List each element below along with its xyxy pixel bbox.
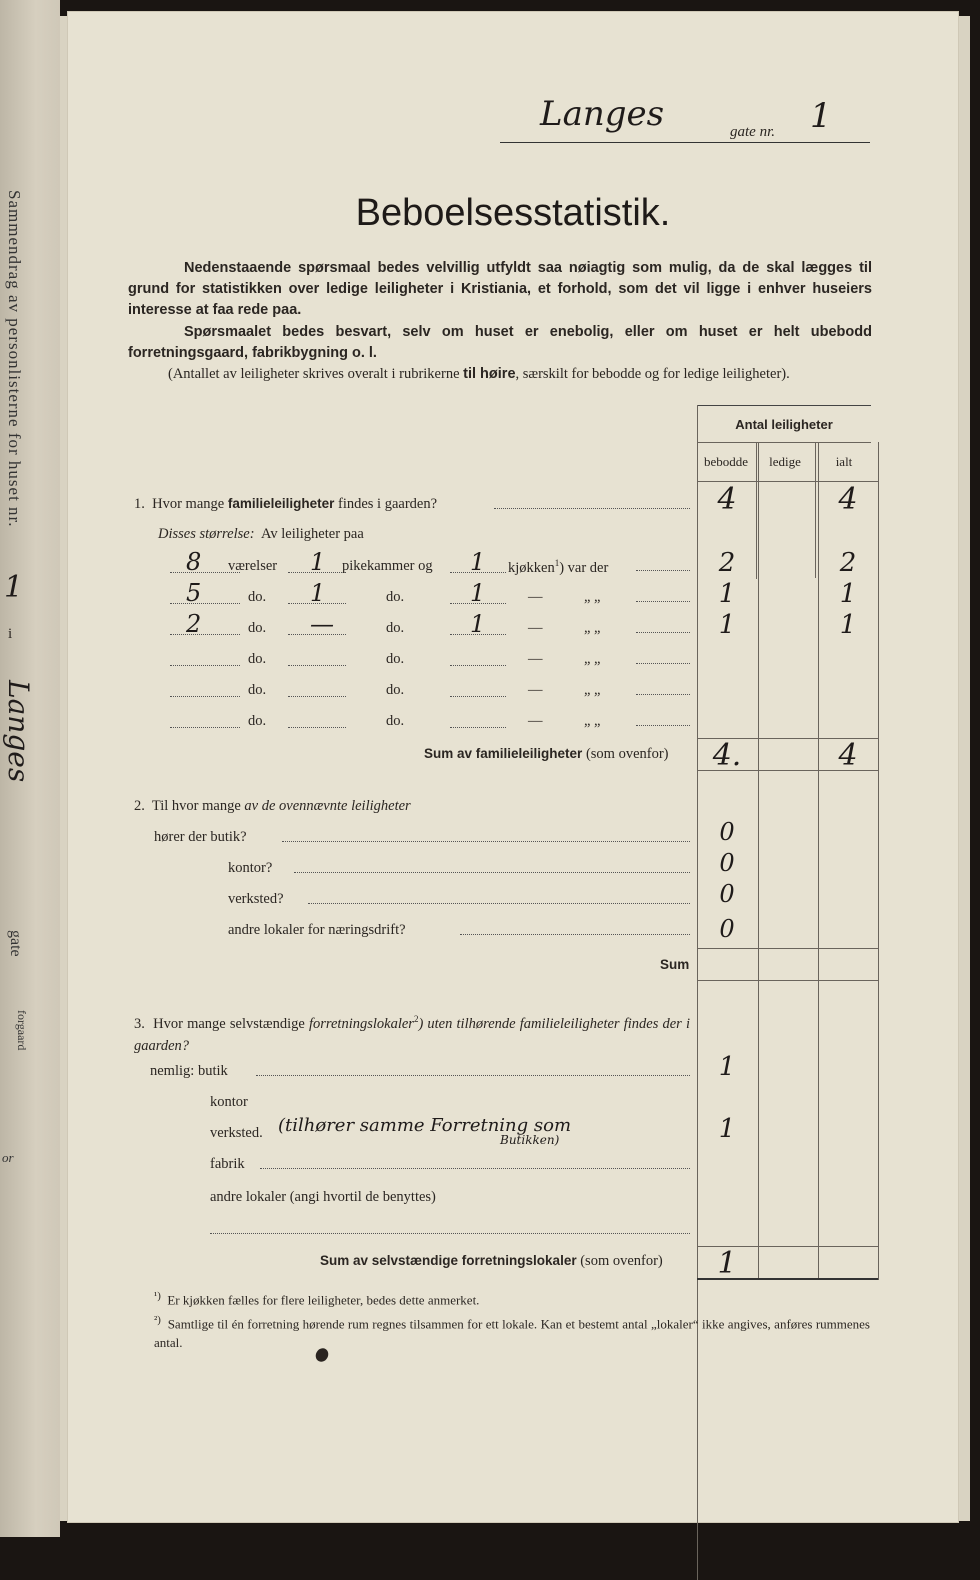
col-line-2a bbox=[815, 442, 816, 578]
q1-ialt: 4 bbox=[838, 482, 858, 517]
vaerelser-label: do. bbox=[248, 682, 267, 698]
vaerelser-label: do. bbox=[248, 651, 267, 667]
leader-dots bbox=[288, 727, 346, 728]
vaerelser-label: do. bbox=[248, 713, 267, 729]
col-ialt-header: ialt bbox=[835, 454, 853, 469]
q2-sum-label: Sum bbox=[660, 957, 690, 972]
q2-item-verksted: verksted? bbox=[228, 891, 690, 908]
q3-verksted-value: 1 bbox=[718, 1114, 736, 1144]
q1-size-row bbox=[170, 579, 690, 613]
intro-paragraph-2: Spørsmaalet bedes besvart, selv om huset er enebolig, eller om huset er helt ubebodd forretningsgaard, fabrikbygning o. l. bbox=[128, 324, 872, 361]
size-row-bebodde: 1 bbox=[718, 610, 736, 640]
vaerelser-count: 8 bbox=[186, 548, 202, 576]
ditto-marks: „ „ bbox=[584, 682, 601, 698]
q1-sum-ialt: 4 bbox=[838, 738, 858, 773]
q1-size-row bbox=[170, 651, 690, 675]
size-row-ialt: 2 bbox=[839, 548, 857, 578]
leader-dots bbox=[210, 1233, 690, 1234]
col-bebodde-header: bebodde bbox=[703, 454, 749, 469]
q3-item-verksted: verksted. (tilhører samme Forretning som Butikken) bbox=[210, 1115, 572, 1147]
row-rule-sum2-bottom bbox=[697, 980, 878, 981]
kjokken-count: 1 bbox=[470, 579, 486, 607]
leader-dots bbox=[636, 570, 690, 571]
q1-sizes-label: Disses størrelse: Av leiligheter paa bbox=[158, 526, 364, 542]
leader-dots bbox=[636, 663, 690, 664]
kjokken-dash: — bbox=[528, 651, 543, 667]
q3-item-kontor: kontor bbox=[210, 1094, 248, 1110]
address-line bbox=[500, 94, 870, 143]
kjokken-dash: — bbox=[528, 620, 543, 636]
ditto-marks: „ „ bbox=[584, 713, 601, 729]
size-row-bebodde: 1 bbox=[718, 579, 736, 609]
intro-paragraph-1: Nedenstaaende spørsmaal bedes velvillig utfyldt saa nøiagtig som mulig, da de skal lægges til grund for statistikken over ledige leiligheter i Kristiania, et forhold, som det vil ligge i enhver huseiers interesse at faa rede paa. bbox=[128, 260, 872, 318]
footnote-2: $^{^2)}$ Samtlige til én forretning hørende rum regnes tilsammen for ett lokale. Kan et bestemt antal „lokaler“ ikke angives, anføres rummenes antal. bbox=[154, 1314, 870, 1351]
q3-sum-bebodde: 1 bbox=[717, 1246, 737, 1281]
vaerelser-label: do. bbox=[248, 589, 267, 605]
q2-item-andre: andre lokaler for næringsdrift? bbox=[228, 922, 690, 939]
pikekammer-label: do. bbox=[386, 682, 405, 698]
kjokken-dash: — bbox=[528, 682, 543, 698]
q2-andre-value: 0 bbox=[719, 915, 735, 943]
q2-verksted-value: 0 bbox=[719, 880, 735, 908]
street-handwritten: Langes bbox=[540, 94, 665, 134]
spine-gate-label: gate bbox=[7, 930, 24, 957]
leader-dots bbox=[260, 1168, 690, 1169]
ditto-marks: „ „ bbox=[584, 589, 601, 605]
header-rule bbox=[697, 442, 871, 443]
q1-sum-label: Sum av familieleiligheter (som ovenfor) bbox=[424, 746, 669, 762]
gate-nr-label: gate nr. bbox=[730, 124, 775, 140]
ditto-marks: „ „ bbox=[584, 620, 601, 636]
spine-or-label: or bbox=[2, 1150, 14, 1165]
leader-dots bbox=[450, 727, 506, 728]
q2-question: 2. Til hvor mange av de ovennævnte leiligheter bbox=[134, 798, 411, 814]
left-page-edge bbox=[0, 0, 60, 1537]
leader-dots bbox=[308, 903, 690, 904]
leader-dots bbox=[170, 603, 240, 604]
table-group-header bbox=[697, 405, 871, 445]
q1-size-row bbox=[170, 713, 690, 737]
leader-dots bbox=[494, 508, 690, 509]
page-title: Beboelsesstatistik. bbox=[355, 192, 671, 234]
pikekammer-count: 1 bbox=[310, 548, 326, 576]
vaerelser-count: 5 bbox=[186, 579, 202, 607]
q1-sum-bebodde: 4. bbox=[712, 738, 742, 773]
row-rule-sum2-top bbox=[697, 948, 878, 949]
q2-kontor-value: 0 bbox=[719, 849, 735, 877]
pikekammer-label: do. bbox=[386, 620, 405, 636]
table-group-label: Antal leiligheter bbox=[735, 417, 833, 432]
footnote-1: $^{^1)}$ Er kjøkken fælles for flere leiligheter, bedes dette anmerket. bbox=[154, 1290, 480, 1308]
q3-item-andre: andre lokaler (angi hvortil de benyttes) bbox=[210, 1189, 690, 1206]
kjokken-label: kjøkken$^1$) var der bbox=[508, 558, 609, 576]
intro-paragraph-3: (Antallet av leiligheter skrives overalt i rubrikerne til høire, særskilt for bebodde og for ledige leiligheter). bbox=[168, 366, 790, 382]
leader-dots bbox=[170, 665, 240, 666]
size-row-ialt: 1 bbox=[839, 579, 857, 609]
leader-dots bbox=[450, 665, 506, 666]
leader-dots bbox=[460, 934, 690, 935]
size-row-ialt: 1 bbox=[839, 610, 857, 640]
leader-dots bbox=[288, 696, 346, 697]
kjokken-dash: — bbox=[528, 589, 543, 605]
pikekammer-label: do. bbox=[386, 713, 405, 729]
nr-handwritten: 1 bbox=[810, 96, 832, 136]
leader-dots bbox=[294, 872, 690, 873]
leader-dots bbox=[636, 725, 690, 726]
q2-item-kontor: kontor? bbox=[228, 860, 690, 877]
leader-dots bbox=[170, 634, 240, 635]
q2-butik-value: 0 bbox=[719, 818, 735, 846]
ditto-marks: „ „ bbox=[584, 651, 601, 667]
kjokken-dash: — bbox=[528, 713, 543, 729]
col-line-right bbox=[878, 442, 879, 1280]
q1-row: 1. Hvor mange familieleiligheter findes i gaarden? bbox=[134, 496, 690, 513]
q3-question: 3. Hvor mange selvstændige forretningslokaler$^2$) uten tilhørende familieleiligheter findes der i gaarden? bbox=[134, 1014, 690, 1054]
spine-i-label: i bbox=[8, 626, 13, 642]
col-ledige-header: ledige bbox=[769, 454, 801, 469]
spine-handwritten-street: Langes bbox=[2, 680, 35, 783]
leader-dots bbox=[170, 696, 240, 697]
pikekammer-label: do. bbox=[386, 589, 405, 605]
spine-text: Sammendrag av personlisterne for huset nr. bbox=[5, 190, 24, 528]
col-line-mid-1 bbox=[758, 442, 759, 1280]
verksted-note: (tilhører samme Forretning som bbox=[278, 1115, 572, 1136]
q3-item-butik: nemlig: butik bbox=[150, 1063, 690, 1080]
leader-dots bbox=[636, 694, 690, 695]
vaerelser-count: 2 bbox=[186, 610, 202, 638]
q1-size-row bbox=[170, 548, 690, 582]
leader-dots bbox=[288, 665, 346, 666]
form-page bbox=[68, 12, 958, 1522]
pikekammer-label: pikekammer og bbox=[342, 558, 433, 574]
pikekammer-count: 1 bbox=[310, 579, 326, 607]
verksted-note-2: Butikken) bbox=[500, 1133, 560, 1147]
leader-dots bbox=[282, 841, 690, 842]
kjokken-count: 1 bbox=[470, 548, 486, 576]
q3-butik-value: 1 bbox=[718, 1052, 736, 1082]
vaerelser-label: do. bbox=[248, 620, 267, 636]
q2-item-butik: hører der butik? bbox=[154, 829, 690, 846]
leader-dots bbox=[636, 601, 690, 602]
q1-size-row bbox=[170, 682, 690, 706]
leader-dots bbox=[450, 696, 506, 697]
q3-sum-label: Sum av selvstændige forretningslokaler (som ovenfor) bbox=[320, 1253, 663, 1269]
size-row-bebodde: 2 bbox=[718, 548, 736, 578]
leader-dots bbox=[256, 1075, 690, 1076]
q1-bebodde: 4 bbox=[717, 482, 737, 517]
pikekammer-count: — bbox=[310, 610, 334, 638]
leader-dots bbox=[636, 632, 690, 633]
spine-handwritten-nr: 1 bbox=[4, 570, 24, 605]
vaerelser-label: værelser bbox=[228, 558, 278, 574]
leader-dots bbox=[170, 727, 240, 728]
pikekammer-label: do. bbox=[386, 651, 405, 667]
q1-size-row bbox=[170, 610, 690, 644]
spine-forgaard-label: forgaard bbox=[15, 1010, 29, 1051]
kjokken-count: 1 bbox=[470, 610, 486, 638]
q3-item-fabrik: fabrik bbox=[210, 1156, 690, 1173]
